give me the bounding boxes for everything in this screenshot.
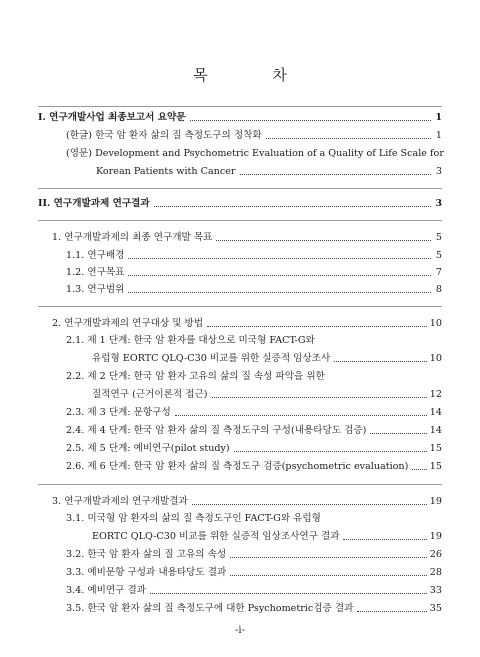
toc-entry-page: 10 xyxy=(429,353,442,364)
toc-entry[interactable] xyxy=(66,148,442,160)
toc-entry-label: Korean Patients with Cancer xyxy=(96,166,236,177)
toc-entry[interactable] xyxy=(66,425,442,437)
toc-entry-page: 26 xyxy=(429,549,442,560)
leader-dots xyxy=(334,361,427,362)
toc-entry-page: 35 xyxy=(429,603,442,614)
leader-dots xyxy=(128,292,431,293)
toc-entry-label: (영문) Development and Psychometric Evaluation of a Quality of Life Scale for xyxy=(66,148,444,159)
toc-entry[interactable] xyxy=(66,567,442,579)
toc-entry[interactable] xyxy=(66,407,442,419)
toc-entry-label: 3.5. 한국 암 환자 삶의 질 측정도구에 대한 Psychometric검증 결과 xyxy=(66,603,354,614)
toc-entry-label: 2.5. 제 5 단계: 예비연구(pilot study) xyxy=(66,443,230,454)
toc-entry[interactable] xyxy=(66,443,442,455)
toc-entry-label: 1.2. 연구목표 xyxy=(66,267,125,278)
toc-entry[interactable] xyxy=(66,267,442,279)
toc-entry-page: 14 xyxy=(429,407,442,418)
leader-dots xyxy=(357,611,426,612)
toc-entry[interactable] xyxy=(52,318,442,330)
toc-entry[interactable] xyxy=(52,232,442,244)
toc-entry-label: 3. 연구개발과제의 연구개발결과 xyxy=(52,496,188,507)
toc-entry[interactable] xyxy=(92,353,442,365)
toc-entry-label: 1.3. 연구범위 xyxy=(66,284,125,295)
toc-entry-label: 2. 연구개발과제의 연구대상 및 방법 xyxy=(52,318,204,329)
toc-entry-page: 3 xyxy=(435,198,442,209)
toc-entry[interactable] xyxy=(66,284,442,296)
toc-entry[interactable] xyxy=(38,198,442,210)
toc-entry-page: 19 xyxy=(429,496,442,507)
section-divider xyxy=(38,188,442,189)
leader-dots xyxy=(212,397,427,398)
toc-entry-page: 5 xyxy=(435,250,442,261)
toc-entry-label: 3.3. 예비문항 구성과 내용타당도 결과 xyxy=(66,567,227,578)
toc-entry[interactable] xyxy=(66,250,442,262)
leader-dots xyxy=(192,504,427,505)
toc-entry-label: 2.3. 제 3 단계: 문항구성 xyxy=(66,407,171,418)
page-title: 목 차 xyxy=(193,66,317,84)
toc-entry[interactable] xyxy=(66,130,442,142)
toc-entry-label: EORTC QLQ-C30 비교를 위한 실증적 임상조사연구 결과 xyxy=(92,531,340,542)
leader-dots xyxy=(343,539,426,540)
leader-dots xyxy=(266,138,431,139)
toc-entry-label: (한글) 한국 암 환자 삶의 질 측정도구의 정착화 xyxy=(66,130,262,141)
leader-dots xyxy=(190,120,431,121)
section-divider xyxy=(38,306,442,307)
toc-entry-page: 8 xyxy=(435,284,442,295)
toc-entry[interactable] xyxy=(66,371,442,383)
toc-entry-label: 2.4. 제 4 단계: 한국 암 환자 삶의 질 측정도구의 구성(내용타당도 검증) xyxy=(66,425,367,436)
section-divider xyxy=(38,220,442,221)
toc-entry-label: II. 연구개발과제 연구결과 xyxy=(38,198,150,209)
toc-entry-page: 14 xyxy=(429,425,442,436)
toc-entry[interactable] xyxy=(92,531,442,543)
toc-entry-label: 2.6. 제 6 단계: 한국 암 환자 삶의 질 측정도구 검증(psychometric evaluation) xyxy=(66,461,409,472)
leader-dots xyxy=(234,451,427,452)
toc-entry-page: 1 xyxy=(435,130,442,141)
toc-entry[interactable] xyxy=(52,496,442,508)
toc-entry-page: 15 xyxy=(429,461,442,472)
toc-entry-label: 3.2. 한국 암 환자 삶의 질 고유의 속성 xyxy=(66,549,227,560)
toc-entry-page: 15 xyxy=(429,443,442,454)
toc-entry-label: I. 연구개발사업 최종보고서 요약문 xyxy=(38,112,186,123)
toc-entry-label: 1. 연구개발과제의 최종 연구개발 목표 xyxy=(52,232,213,243)
toc-entry-label: 1.1. 연구배경 xyxy=(66,250,125,261)
toc-entry-page: 12 xyxy=(429,389,442,400)
title-divider xyxy=(38,106,442,107)
toc-entry-page: 28 xyxy=(429,567,442,578)
toc-entry[interactable] xyxy=(66,585,442,597)
toc-entry-page: 33 xyxy=(429,585,442,596)
toc-entry-page: 3 xyxy=(435,166,442,177)
leader-dots xyxy=(412,469,426,470)
toc-entry-page: 7 xyxy=(435,267,442,278)
leader-dots xyxy=(154,206,431,207)
toc-entry-page: 10 xyxy=(429,318,442,329)
leader-dots xyxy=(370,433,426,434)
toc-entry-label: 3.4. 예비연구 결과 xyxy=(66,585,147,596)
toc-entry[interactable] xyxy=(92,389,442,401)
leader-dots xyxy=(175,415,427,416)
leader-dots xyxy=(230,557,427,558)
toc-entry-label: 2.2. 제 2 단계: 한국 암 환자 고유의 삶의 질 속성 파악을 위한 xyxy=(66,371,325,382)
leader-dots xyxy=(216,240,431,241)
toc-entry-page: 5 xyxy=(435,232,442,243)
leader-dots xyxy=(230,575,427,576)
toc-entry-label: 2.1. 제 1 단계: 한국 암 환자를 대상으로 미국형 FACT-G와 xyxy=(66,335,315,346)
toc-entry[interactable] xyxy=(38,112,442,124)
toc-entry[interactable] xyxy=(66,549,442,561)
section-divider xyxy=(38,484,442,485)
toc-entry[interactable] xyxy=(66,461,442,473)
toc-entry[interactable] xyxy=(66,335,442,347)
page-number-footer: -i- xyxy=(235,625,245,636)
leader-dots xyxy=(150,593,427,594)
toc-entry[interactable] xyxy=(66,603,442,615)
toc-entry-label: 유럽형 EORTC QLQ-C30 비교를 위한 실증적 임상조사 xyxy=(92,353,331,364)
leader-dots xyxy=(207,326,427,327)
leader-dots xyxy=(128,275,431,276)
toc-entry-label: 질적연구 (근거이론적 접근) xyxy=(92,389,208,400)
leader-dots xyxy=(128,258,431,259)
toc-entry[interactable] xyxy=(96,166,442,178)
toc-entry[interactable] xyxy=(66,513,442,525)
leader-dots xyxy=(240,174,432,175)
toc-entry-label: 3.1. 미국형 암 환자의 삶의 질 측정도구인 FACT-G와 유럽형 xyxy=(66,513,321,524)
toc-entry-page: 19 xyxy=(429,531,442,542)
toc-entry-page: 1 xyxy=(435,112,442,123)
